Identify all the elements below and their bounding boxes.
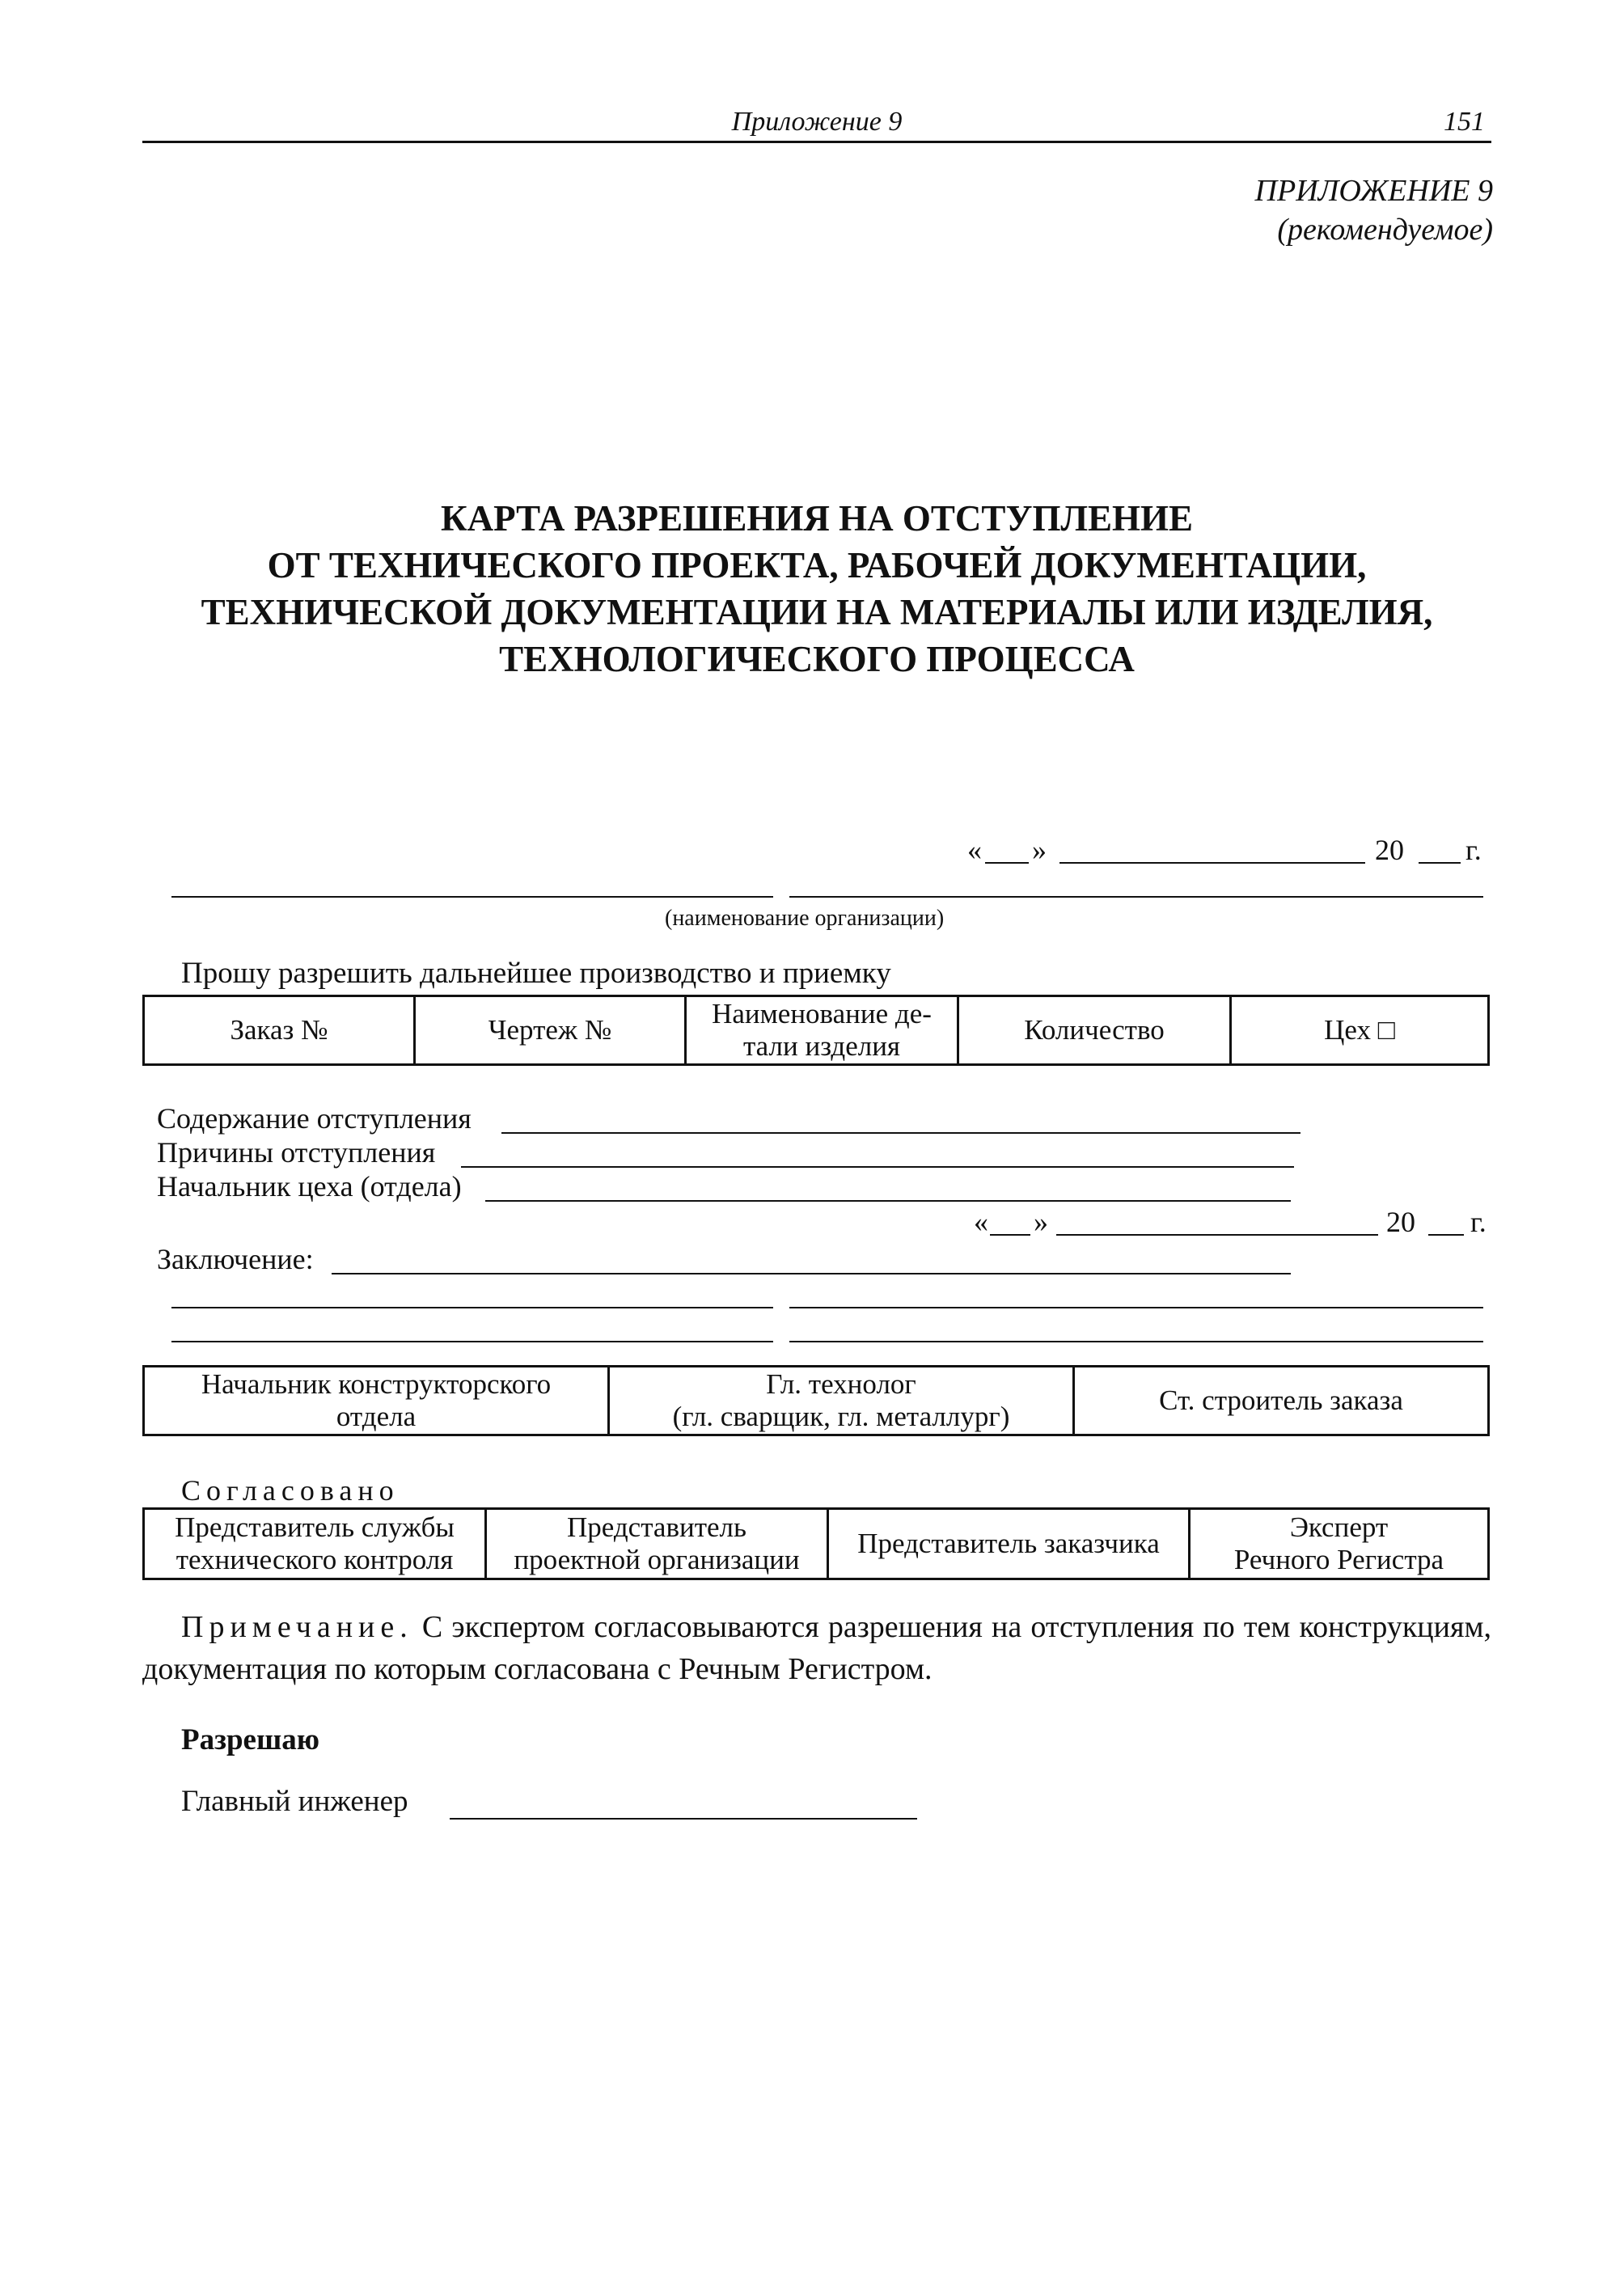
date-top-year-line <box>1419 862 1461 864</box>
signature-cell: Ст. строитель заказа <box>1074 1367 1489 1435</box>
date-mid-quote-open: « <box>974 1206 988 1238</box>
chief-engineer-signature-line[interactable] <box>450 1818 917 1820</box>
date-mid-century: 20 <box>1386 1206 1415 1238</box>
agreed-table <box>142 1507 1490 1580</box>
appendix-status: (рекомендуемое) <box>1277 213 1493 247</box>
agreed-cell: Представитель проектной организации <box>486 1509 828 1579</box>
order-table <box>142 995 1490 1066</box>
note-text: С экспертом согласовываются разрешения на отступления по тем конструкциям, документация по которым согласована с Речным Регистром. <box>142 1610 1491 1686</box>
signature-cell: Начальник конструкторского отдела <box>144 1367 609 1435</box>
date-mid-quote-close: » <box>1034 1206 1048 1238</box>
running-header-title: Приложение 9 <box>731 107 903 137</box>
note-paragraph <box>142 1606 1491 1690</box>
conclusion-line[interactable] <box>332 1273 1291 1274</box>
order-header-cell: Цех □ <box>1231 996 1489 1065</box>
deviation-content-label: Содержание отступления <box>157 1102 472 1135</box>
appendix-label: ПРИЛОЖЕНИЕ 9 <box>1254 174 1493 208</box>
signature-cell: Гл. технолог (гл. сварщик, гл. металлург) <box>609 1367 1074 1435</box>
date-top-day-line <box>985 862 1029 864</box>
chief-engineer-label: Главный инженер <box>181 1785 408 1818</box>
order-header-cell: Количество <box>958 996 1231 1065</box>
signature-line-left[interactable] <box>171 1307 773 1308</box>
signature-line-right[interactable] <box>789 1307 1483 1308</box>
deviation-reasons-label: Причины отступления <box>157 1136 436 1169</box>
deviation-reasons-line[interactable] <box>461 1166 1294 1168</box>
agreed-cell: Эксперт Речного Регистра <box>1190 1509 1489 1579</box>
date-top-month-line <box>1059 862 1365 864</box>
appendix-block <box>1255 171 1493 249</box>
title-line: ТЕХНОЛОГИЧЕСКОГО ПРОЦЕССА <box>499 639 1135 679</box>
title-line: КАРТА РАЗРЕШЕНИЯ НА ОТСТУПЛЕНИЕ <box>440 498 1194 539</box>
title-line: ОТ ТЕХНИЧЕСКОГО ПРОЕКТА, РАБОЧЕЙ ДОКУМЕНТАЦИИ, <box>267 545 1367 585</box>
title-line: ТЕХНИЧЕСКОЙ ДОКУМЕНТАЦИИ НА МАТЕРИАЛЫ ИЛИ ИЗДЕЛИЯ, <box>201 592 1433 632</box>
date-mid-year-line <box>1428 1234 1464 1236</box>
table-row <box>144 996 1489 1065</box>
page-number: 151 <box>1444 107 1485 137</box>
table-row <box>144 1509 1489 1579</box>
date-top-century: 20 <box>1375 834 1404 866</box>
request-text: Прошу разрешить дальнейшее производство и приемку <box>181 957 891 990</box>
org-caption: (наименование организации) <box>665 906 945 931</box>
date-mid-day-line <box>990 1234 1030 1236</box>
agreed-label: Согласовано <box>181 1474 400 1507</box>
shop-head-label: Начальник цеха (отдела) <box>157 1170 462 1203</box>
agreed-cell: Представитель службы технического контроля <box>144 1509 486 1579</box>
document-title <box>142 495 1491 683</box>
deviation-content-line[interactable] <box>501 1132 1300 1134</box>
date-top-year-suffix: г. <box>1465 834 1482 866</box>
note-label: Примечание. <box>181 1610 413 1644</box>
table-row <box>144 1367 1489 1435</box>
shop-head-line[interactable] <box>485 1200 1291 1202</box>
signature-line-left[interactable] <box>171 1341 773 1342</box>
agreed-cell: Представитель заказчика <box>828 1509 1190 1579</box>
org-line-right <box>789 896 1483 898</box>
running-header <box>142 107 1491 143</box>
date-top-quote-close: » <box>1032 834 1047 866</box>
approve-label: Разрешаю <box>181 1723 319 1756</box>
signatures-table <box>142 1365 1490 1436</box>
order-header-cell: Заказ № <box>144 996 415 1065</box>
order-header-cell: Чертеж № <box>415 996 686 1065</box>
conclusion-label: Заключение: <box>157 1243 314 1275</box>
date-mid-year-suffix: г. <box>1470 1206 1487 1238</box>
order-header-cell: Наименование де- тали изделия <box>686 996 958 1065</box>
date-top-quote-open: « <box>967 834 982 866</box>
org-line-left <box>171 896 773 898</box>
date-mid-month-line <box>1056 1234 1378 1236</box>
signature-line-right[interactable] <box>789 1341 1483 1342</box>
